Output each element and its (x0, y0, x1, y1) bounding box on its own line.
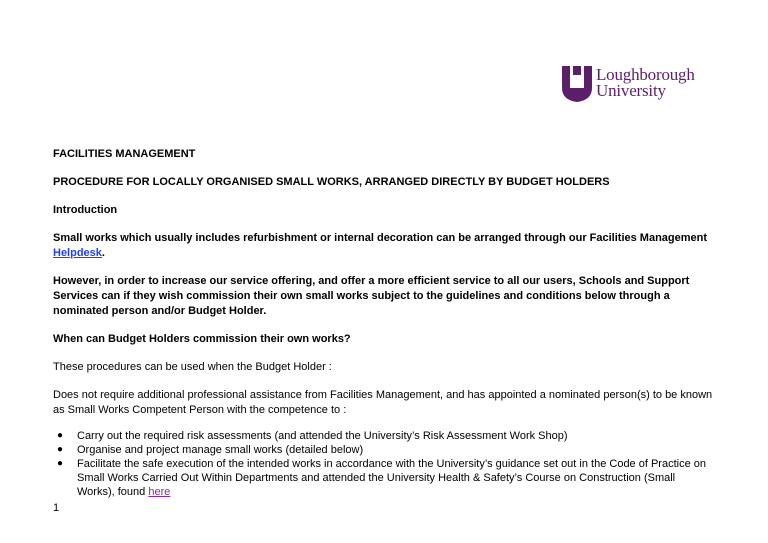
competence-list (53, 429, 713, 499)
helpdesk-link[interactable]: Helpdesk (53, 247, 102, 259)
list-item (53, 457, 713, 499)
procedures-usage-paragraph: These procedures can be used when the Budget Holder : (53, 361, 332, 373)
bullet-icon: ● (57, 458, 64, 469)
page-number: 1 (53, 502, 60, 514)
intro-paragraph-end: . (101, 247, 105, 259)
university-shield-icon (562, 66, 592, 102)
university-logo (562, 66, 704, 102)
bullet-icon: ● (57, 444, 64, 455)
intro-paragraph-text: Small works which usually includes refurbishment or internal decoration can be arranged through our Facilities Management (53, 232, 708, 244)
course-here-link[interactable]: here (148, 486, 171, 498)
heading-facilities-management: FACILITIES MANAGEMENT (53, 148, 196, 160)
service-offering-paragraph: However, in order to increase our service offering, and offer a more efficient service to all our users, Schools and Support Services can if they wish commission their own small works subject to the guidelines and conditions below through a nominated person and/or Budget Holder. (53, 275, 690, 317)
list-item-text: Organise and project manage small works (detailed below) (77, 444, 364, 456)
document-body (53, 147, 713, 499)
bullet-icon: ● (57, 430, 64, 441)
list-item-text: Facilitate the safe execution of the intended works in accordance with the University’s guidance set out in the Code of Practice on Small Works Carried Out Within Departments and attended the University Health & Safety’s Course on Construction (Small Works), found (77, 458, 706, 498)
list-item (53, 443, 713, 457)
logo-wordmark (596, 67, 695, 99)
list-item (53, 429, 713, 443)
section-heading-when: When can Budget Holders commission their own works? (53, 333, 351, 345)
procedure-title: PROCEDURE FOR LOCALLY ORGANISED SMALL WORKS, ARRANGED DIRECTLY BY BUDGET HOLDERS (53, 176, 610, 188)
logo-line-2: University (596, 81, 666, 100)
section-heading-introduction: Introduction (53, 204, 118, 216)
competent-person-paragraph: Does not require additional professional assistance from Facilities Management, and has appointed a nominated person(s) to be known as Small Works Competent Person with the competence to : (53, 389, 713, 416)
list-item-text: Carry out the required risk assessments (and attended the University’s Risk Assessment Work Shop) (77, 430, 568, 442)
intro-paragraph (53, 231, 713, 261)
logo-line-1: Loughborough (596, 65, 695, 84)
